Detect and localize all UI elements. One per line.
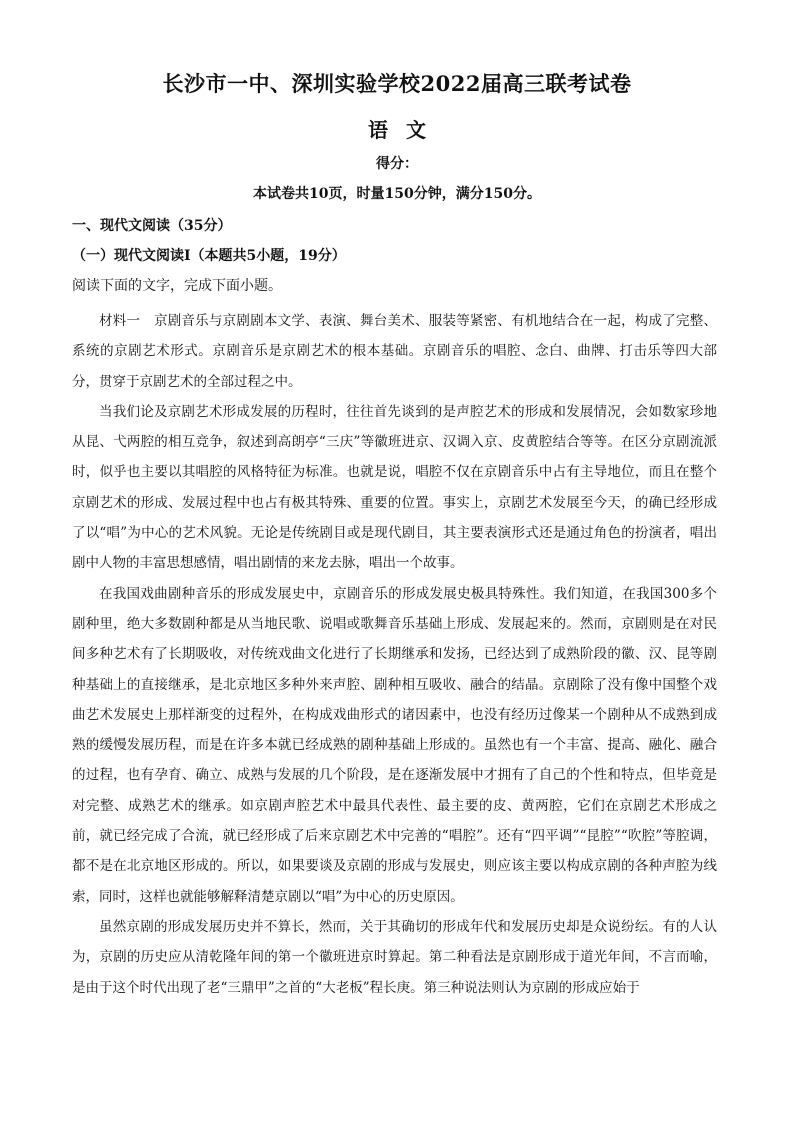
exam-title: 长沙市一中、深圳实验学校2022届高三联考试卷 (162, 71, 632, 96)
passage-paragraph: 材料一 京剧音乐与京剧剧本文学、表演、舞台美术、服装等紧密、有机地结合在一起，构成了完整、系统的京剧艺术形式。京剧音乐是京剧艺术的根本基础。京剧音乐的唱腔、念白、曲牌、打击乐等四大部分，贯穿于京剧艺术的全部过程之中。 (72, 313, 717, 390)
passage-paragraph: 当我们论及京剧艺术形成发展的历程时，往往首先谈到的是声腔艺术的形成和发展情况，会如数家珍地从昆、弋两腔的相互竞争，叙述到高朗亭“三庆”等徽班进京、汉调入京、皮黄腔结合等等。在区分京剧流派时，似乎也主要以其唱腔的风格特征为标准。也就是说，唱腔不仅在京剧音乐中占有主导地位，而且在整个京剧艺术的形成、发展过程中也占有极其特殊、重要的位置。事实上，京剧艺术发展至今天，的确已经形成了以“唱”为中心的艺术风貌。无论是传统剧目或是现代剧目，其主要表演形式还是通过角色的扮演者，唱出剧中人物的丰富思想感情，唱出剧情的来龙去脉，唱出一个故事。 (72, 403, 717, 572)
passage-body (72, 306, 717, 1003)
score-label: 得分： (376, 156, 418, 172)
exam-info: 本试卷共10页，时量150分钟，满分150分。 (253, 186, 541, 202)
section-heading: 一、现代文阅读（35分） (72, 218, 232, 234)
section-subheading: （一）现代文阅读Ⅰ（本题共5小题，19分） (72, 248, 346, 264)
passage-paragraph: 虽然京剧的形成发展历史并不算长，然而，关于其确切的形成年代和发展历史却是众说纷纭。有的人认为，京剧的历史应从清乾隆年间的第一个徽班进京时算起。第二种看法是京剧形成于道光年间，不言而喻，是由于这个时代出现了老“三鼎甲”之首的“大老板”程长庚。第三种说法则认为京剧的形成应始于 (72, 918, 717, 996)
subject-title: 语文 (368, 118, 444, 142)
reading-instruction: 阅读下面的文字，完成下面小题。 (72, 278, 282, 294)
passage-paragraph: 在我国戏曲剧种音乐的形成发展史中，京剧音乐的形成发展史极具特殊性。我们知道，在我国300多个剧种里，绝大多数剧种都是从当地民歌、说唱或歌舞音乐基础上形成、发展起来的。然而，京剧则是在对民间多种艺术有了长期吸收，对传统戏曲文化进行了长期继承和发扬，已经达到了成熟阶段的徽、汉、昆等剧种基础上的直接继承，是北京地区多种外来声腔、剧种相互吸收、融合的结晶。京剧除了没有像中国整个戏曲艺术发展史上那样渐变的过程外，在构成戏曲形式的诸因素中，也没有经历过像某一个剧种从不成熟到成熟的缓慢发展历程，而是在许多本就已经成熟的剧种基础上形成的。虽然也有一个丰富、提高、融化、融合的过程，也有孕育、确立、成熟与发展的几个阶段，是在逐渐发展中才拥有了自己的个性和特点，但毕竟是对完整、成熟艺术的继承。如京剧声腔艺术中最具代表性、最主要的皮、黄两腔，它们在京剧艺术形成之前，就已经完成了合流，就已经形成了后来京剧艺术中完善的“唱腔”。还有“四平调”“昆腔”“吹腔”等腔调，都不是在北京地区形成的。所以，如果要谈及京剧的形成与发展史，则应该主要以构成京剧的各种声腔为线索，同时，这样也就能够解释清楚京剧以“唱”为中心的历史原因。 (72, 585, 717, 905)
